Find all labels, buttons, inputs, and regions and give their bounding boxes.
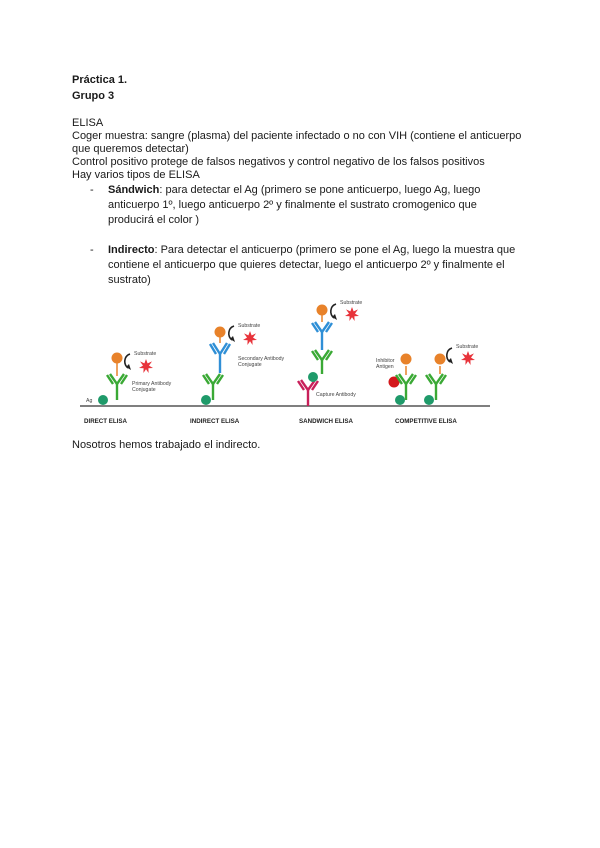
desc-line: anticuerpo 1º, luego anticuerpo 2º y finalmente el sustrato cromogenico que [108, 199, 477, 211]
caption-competitive: COMPETITIVE ELISA [395, 418, 457, 425]
paragraph-types: Hay varios tipos de ELISA [72, 169, 200, 181]
elisa-types-list [72, 183, 532, 288]
list-spacer [72, 228, 532, 243]
enzyme-icon [401, 354, 412, 365]
label-primary: Primary Antibody [132, 381, 172, 387]
paragraph-sample: Coger muestra: sangre (plasma) del paciente infectado o no con VIH (contiene el anticuerpo [72, 130, 522, 142]
paragraph-sample-cont: que queremos detectar) [72, 143, 189, 155]
secondary-antibody-icon [312, 322, 332, 350]
term-indirect: Indirecto [108, 244, 155, 256]
substrate-burst-icon [139, 359, 153, 373]
list-bullet: - [90, 244, 94, 256]
enzyme-icon [215, 327, 226, 338]
caption-indirect: INDIRECT ELISA [190, 418, 240, 425]
competitive-elisa-diagram [376, 344, 478, 425]
antigen-icon [308, 372, 318, 382]
document-page [72, 72, 532, 288]
antigen-icon [395, 395, 405, 405]
label-secondary: Secondary Antibody [238, 356, 285, 362]
label-inhibitor: Inhibitor [376, 358, 395, 364]
desc-line: sustrato) [108, 274, 151, 286]
capture-antibody-icon [298, 380, 318, 406]
label-substrate: Substrate [456, 344, 479, 350]
antigen-icon [98, 395, 108, 405]
primary-antibody-icon [312, 350, 332, 374]
substrate-burst-icon [461, 351, 475, 365]
desc-line: : Para detectar el anticuerpo (primero se pone el Ag, luego la muestra que [154, 244, 516, 256]
caption-sandwich: SANDWICH ELISA [299, 418, 353, 425]
term-sandwich: Sándwich [108, 184, 160, 196]
doc-subtitle: Grupo 3 [72, 90, 115, 102]
list-bullet: - [90, 184, 94, 196]
reaction-arrow-icon [125, 354, 131, 370]
enzyme-icon [112, 353, 123, 364]
reaction-arrow-icon [331, 304, 337, 320]
elisa-types-figure [72, 296, 532, 436]
doc-title: Práctica 1. [72, 74, 128, 86]
label-antigen: Antigen [376, 364, 394, 370]
indirect-elisa-diagram [190, 323, 285, 425]
desc-line: contiene el anticuerpo que quieres detectar, luego el anticuerpo 2º y finalmente el [108, 259, 505, 271]
closing-sentence: Nosotros hemos trabajado el indirecto. [72, 439, 261, 451]
substrate-burst-icon [345, 307, 359, 321]
substrate-burst-icon [243, 331, 257, 345]
direct-elisa-diagram [84, 351, 172, 425]
label-ag: Ag [86, 398, 93, 404]
antigen-icon [424, 395, 434, 405]
list-item-indirect [72, 243, 532, 288]
label-conjugate: Conjugate [132, 387, 156, 393]
label-conjugate: Conjugate [238, 362, 262, 368]
desc-line: producirá el color ) [108, 214, 200, 226]
primary-antibody-icon [107, 374, 127, 400]
label-substrate: Substrate [340, 300, 363, 306]
secondary-antibody-icon [210, 343, 230, 373]
label-substrate: Substrate [238, 323, 261, 329]
reaction-arrow-icon [447, 348, 453, 364]
antigen-icon [201, 395, 211, 405]
paragraph-controls: Control positivo protege de falsos negativos y control negativo de los falsos positivos [72, 156, 485, 168]
enzyme-icon [435, 354, 446, 365]
enzyme-icon [317, 305, 328, 316]
caption-direct: DIRECT ELISA [84, 418, 127, 425]
label-substrate: Substrate [134, 351, 157, 357]
label-capture: Capture Antibody [316, 392, 356, 398]
desc-line: : para detectar el Ag (primero se pone anticuerpo, luego Ag, luego [159, 184, 481, 196]
reaction-arrow-icon [229, 326, 235, 342]
section-heading: ELISA [72, 117, 104, 129]
list-item-sandwich [72, 183, 532, 228]
